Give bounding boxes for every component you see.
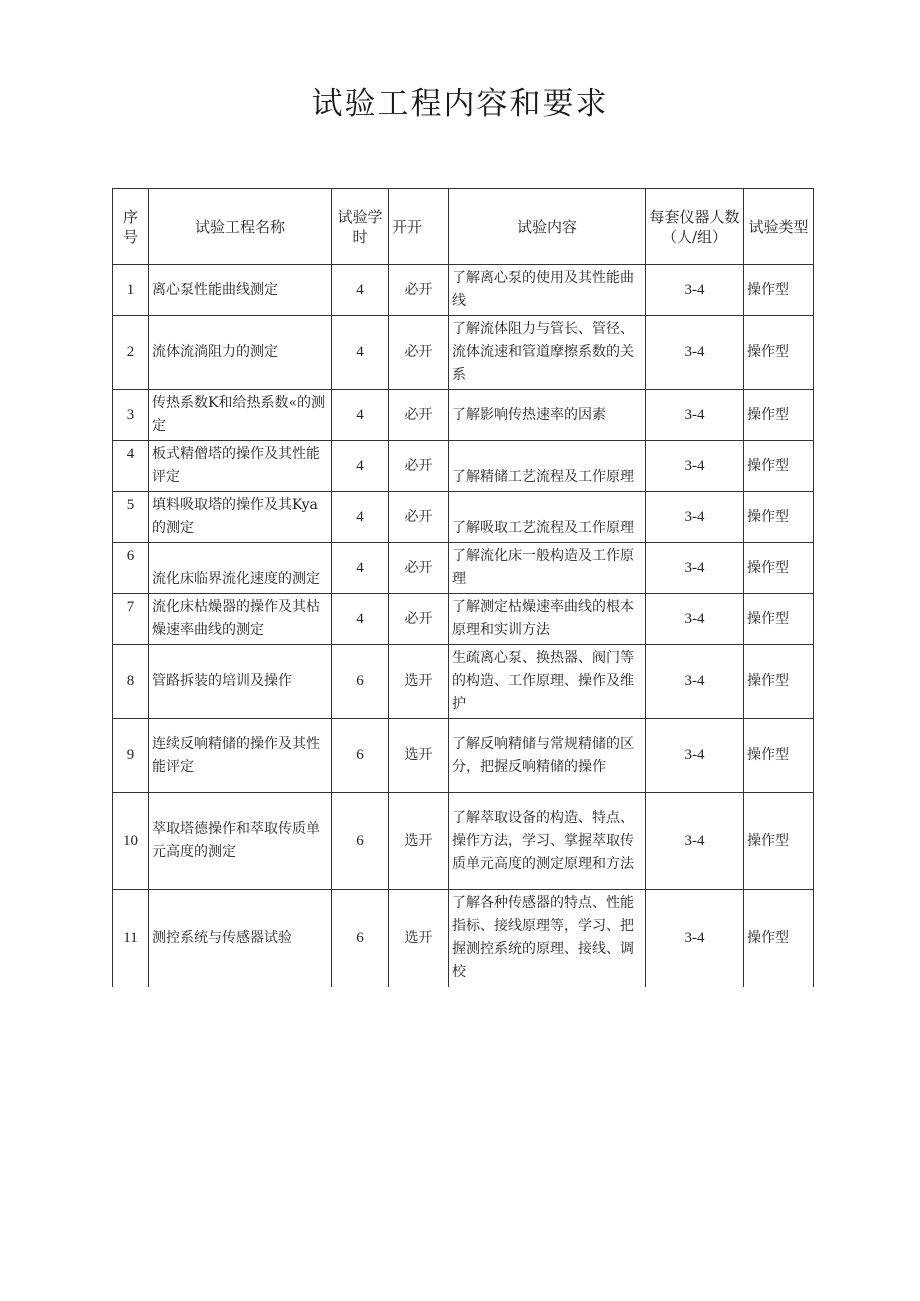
row-hours: 6	[332, 645, 389, 719]
row-type: 操作型	[744, 890, 814, 987]
row-people: 3-4	[646, 645, 744, 719]
row-type: 操作型	[744, 441, 814, 492]
row-seq: 1	[113, 265, 149, 316]
row-content: 了解流体阻力与管长、管径、流体流速和管道摩擦系数的关系	[449, 316, 646, 390]
row-type: 操作型	[744, 793, 814, 890]
row-hours: 4	[332, 594, 389, 645]
row-open: 必开	[389, 390, 449, 441]
row-seq: 6	[113, 543, 149, 594]
row-content: 了解流化床一般构造及工作原理	[449, 543, 646, 594]
row-hours: 4	[332, 265, 389, 316]
table-row	[113, 492, 814, 543]
table-row	[113, 390, 814, 441]
row-hours: 4	[332, 492, 389, 543]
row-name: 填料吸取塔的操作及其Kya的测定	[149, 492, 332, 543]
row-people: 3-4	[646, 492, 744, 543]
row-type: 操作型	[744, 492, 814, 543]
row-name: 流化床枯燥器的操作及其枯燥速率曲线的测定	[149, 594, 332, 645]
row-people: 3-4	[646, 793, 744, 890]
row-open: 选开	[389, 793, 449, 890]
row-open: 必开	[389, 492, 449, 543]
row-people: 3-4	[646, 265, 744, 316]
row-seq: 11	[113, 890, 149, 987]
row-seq: 7	[113, 594, 149, 645]
row-name: 传热系数K和给热系数«的测定	[149, 390, 332, 441]
header-open: 开开	[389, 189, 449, 265]
row-type: 操作型	[744, 719, 814, 793]
row-content: 了解吸取工艺流程及工作原理	[449, 492, 646, 543]
header-people: 每套仪器人数（人/组）	[646, 189, 744, 265]
row-hours: 4	[332, 543, 389, 594]
table-row	[113, 594, 814, 645]
row-type: 操作型	[744, 316, 814, 390]
experiment-table	[112, 188, 814, 987]
row-open: 必开	[389, 265, 449, 316]
row-open: 必开	[389, 594, 449, 645]
row-open: 必开	[389, 543, 449, 594]
row-name: 流体流淌阻力的测定	[149, 316, 332, 390]
row-seq: 5	[113, 492, 149, 543]
row-people: 3-4	[646, 890, 744, 987]
row-open: 必开	[389, 316, 449, 390]
row-open: 选开	[389, 645, 449, 719]
table-row	[113, 265, 814, 316]
row-content: 了解反响精储与常规精储的区分，把握反响精储的操作	[449, 719, 646, 793]
row-people: 3-4	[646, 441, 744, 492]
row-content: 了解测定枯燥速率曲线的根本原理和实训方法	[449, 594, 646, 645]
row-people: 3-4	[646, 543, 744, 594]
table-row	[113, 543, 814, 594]
table-row	[113, 719, 814, 793]
row-content: 了解萃取设备的构造、特点、操作方法，学习、掌握萃取传质单元高度的测定原理和方法	[449, 793, 646, 890]
row-name: 测控系统与传感器试验	[149, 890, 332, 987]
row-name: 萃取塔德操作和萃取传质单元高度的测定	[149, 793, 332, 890]
row-open: 选开	[389, 719, 449, 793]
row-open: 选开	[389, 890, 449, 987]
row-name: 板式精僧塔的操作及其性能评定	[149, 441, 332, 492]
row-hours: 4	[332, 441, 389, 492]
row-seq: 8	[113, 645, 149, 719]
row-seq: 9	[113, 719, 149, 793]
header-seq: 序号	[113, 189, 149, 265]
header-type: 试验类型	[744, 189, 814, 265]
row-content: 了解各种传感器的特点、性能指标、接线原理等，学习、把握测控系统的原理、接线、调校	[449, 890, 646, 987]
row-seq: 10	[113, 793, 149, 890]
row-hours: 4	[332, 316, 389, 390]
row-people: 3-4	[646, 316, 744, 390]
table-row	[113, 441, 814, 492]
row-people: 3-4	[646, 719, 744, 793]
header-name: 试验工程名称	[149, 189, 332, 265]
row-name: 流化床临界流化速度的测定	[149, 543, 332, 594]
row-seq: 3	[113, 390, 149, 441]
row-people: 3-4	[646, 594, 744, 645]
row-type: 操作型	[744, 543, 814, 594]
table-row	[113, 316, 814, 390]
table-row	[113, 793, 814, 890]
header-hours: 试验学时	[332, 189, 389, 265]
row-type: 操作型	[744, 594, 814, 645]
row-seq: 2	[113, 316, 149, 390]
row-type: 操作型	[744, 390, 814, 441]
row-type: 操作型	[744, 645, 814, 719]
table-row	[113, 890, 814, 987]
row-seq: 4	[113, 441, 149, 492]
row-name: 管路拆装的培训及操作	[149, 645, 332, 719]
header-content: 试验内容	[449, 189, 646, 265]
row-name: 连续反响精储的操作及其性能评定	[149, 719, 332, 793]
row-hours: 6	[332, 890, 389, 987]
row-content: 了解影响传热速率的因素	[449, 390, 646, 441]
row-content: 了解精储工艺流程及工作原理	[449, 441, 646, 492]
row-open: 必开	[389, 441, 449, 492]
table-header-row	[113, 189, 814, 265]
row-hours: 6	[332, 719, 389, 793]
row-people: 3-4	[646, 390, 744, 441]
row-content: 生疏离心泵、换热器、阀门等的构造、工作原理、操作及维护	[449, 645, 646, 719]
row-type: 操作型	[744, 265, 814, 316]
page-title: 试验工程内容和要求	[311, 86, 609, 122]
row-content: 了解离心泵的使用及其性能曲线	[449, 265, 646, 316]
row-hours: 6	[332, 793, 389, 890]
row-hours: 4	[332, 390, 389, 441]
table-row	[113, 645, 814, 719]
row-name: 离心泵性能曲线测定	[149, 265, 332, 316]
